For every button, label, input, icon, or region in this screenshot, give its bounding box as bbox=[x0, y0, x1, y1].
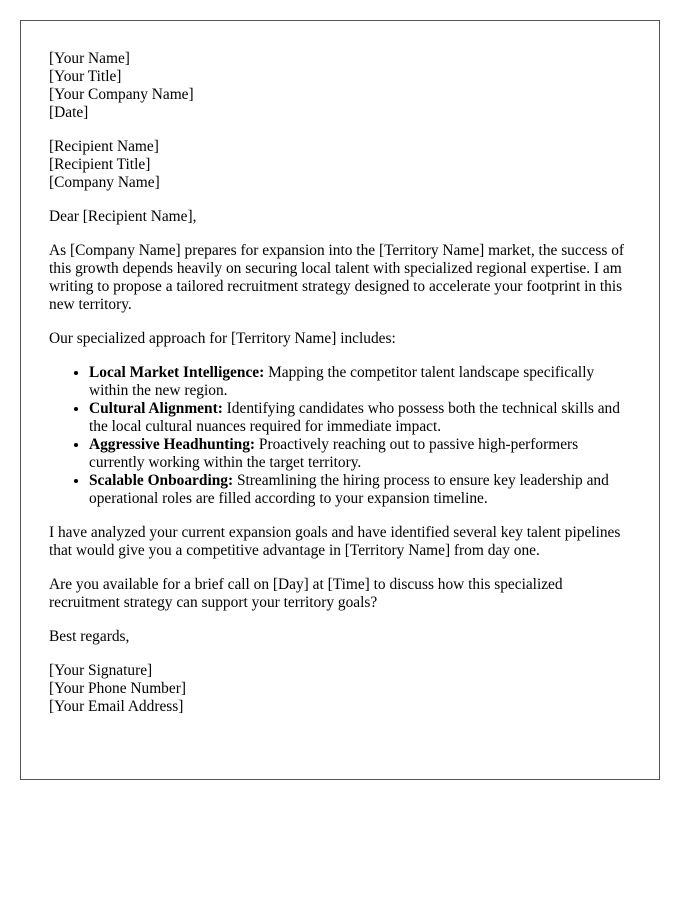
list-item-term: Cultural Alignment: bbox=[89, 400, 223, 417]
list-item bbox=[89, 472, 631, 508]
list-item bbox=[89, 400, 631, 436]
list-item-text: Streamlining the hiring process to ensure key leadership and operational roles are filled according to your expansion timeline. bbox=[89, 472, 609, 507]
sender-company: [Your Company Name] bbox=[49, 86, 194, 103]
email-address: [Your Email Address] bbox=[49, 698, 184, 715]
list-item-term: Aggressive Headhunting: bbox=[89, 436, 256, 453]
list-item-term: Local Market Intelligence: bbox=[89, 364, 265, 381]
phone-number: [Your Phone Number] bbox=[49, 680, 186, 697]
list-item-text: Proactively reaching out to passive high-performers currently working within the target territory. bbox=[89, 436, 579, 471]
letter-date: [Date] bbox=[49, 104, 89, 121]
recipient-title: [Recipient Title] bbox=[49, 156, 151, 173]
analysis-paragraph: I have analyzed your current expansion goals and have identified several key talent pipelines that would give you a competitive advantage in [Territory Name] from day one. bbox=[49, 524, 621, 559]
approach-list bbox=[49, 364, 631, 508]
recipient-block bbox=[49, 138, 631, 192]
approach-intro: Our specialized approach for [Territory Name] includes: bbox=[49, 330, 396, 347]
sender-name: [Your Name] bbox=[49, 50, 130, 67]
sender-block bbox=[49, 50, 631, 122]
recipient-company: [Company Name] bbox=[49, 174, 160, 191]
call-to-action-paragraph: Are you available for a brief call on [Day] at [Time] to discuss how this specialized recruitment strategy can support your territory goals? bbox=[49, 576, 563, 611]
sender-title: [Your Title] bbox=[49, 68, 122, 85]
list-item bbox=[89, 436, 631, 472]
signature-line: [Your Signature] bbox=[49, 662, 153, 679]
list-item-text: Identifying candidates who possess both the technical skills and the local cultural nuances required for immediate impact. bbox=[89, 400, 620, 435]
intro-paragraph: As [Company Name] prepares for expansion into the [Territory Name] market, the success of this growth depends heavily on securing local talent with specialized regional expertise. I am writing to propose a tailored recruitment strategy designed to accelerate your footprint in this new territory. bbox=[49, 242, 625, 313]
recipient-name: [Recipient Name] bbox=[49, 138, 159, 155]
salutation: Dear [Recipient Name], bbox=[49, 208, 197, 225]
list-item-text: Mapping the competitor talent landscape specifically within the new region. bbox=[89, 364, 595, 399]
list-item bbox=[89, 364, 631, 400]
closing: Best regards, bbox=[49, 628, 130, 645]
list-item-term: Scalable Onboarding: bbox=[89, 472, 234, 489]
letter-page bbox=[20, 20, 660, 780]
signature-block bbox=[49, 662, 631, 716]
